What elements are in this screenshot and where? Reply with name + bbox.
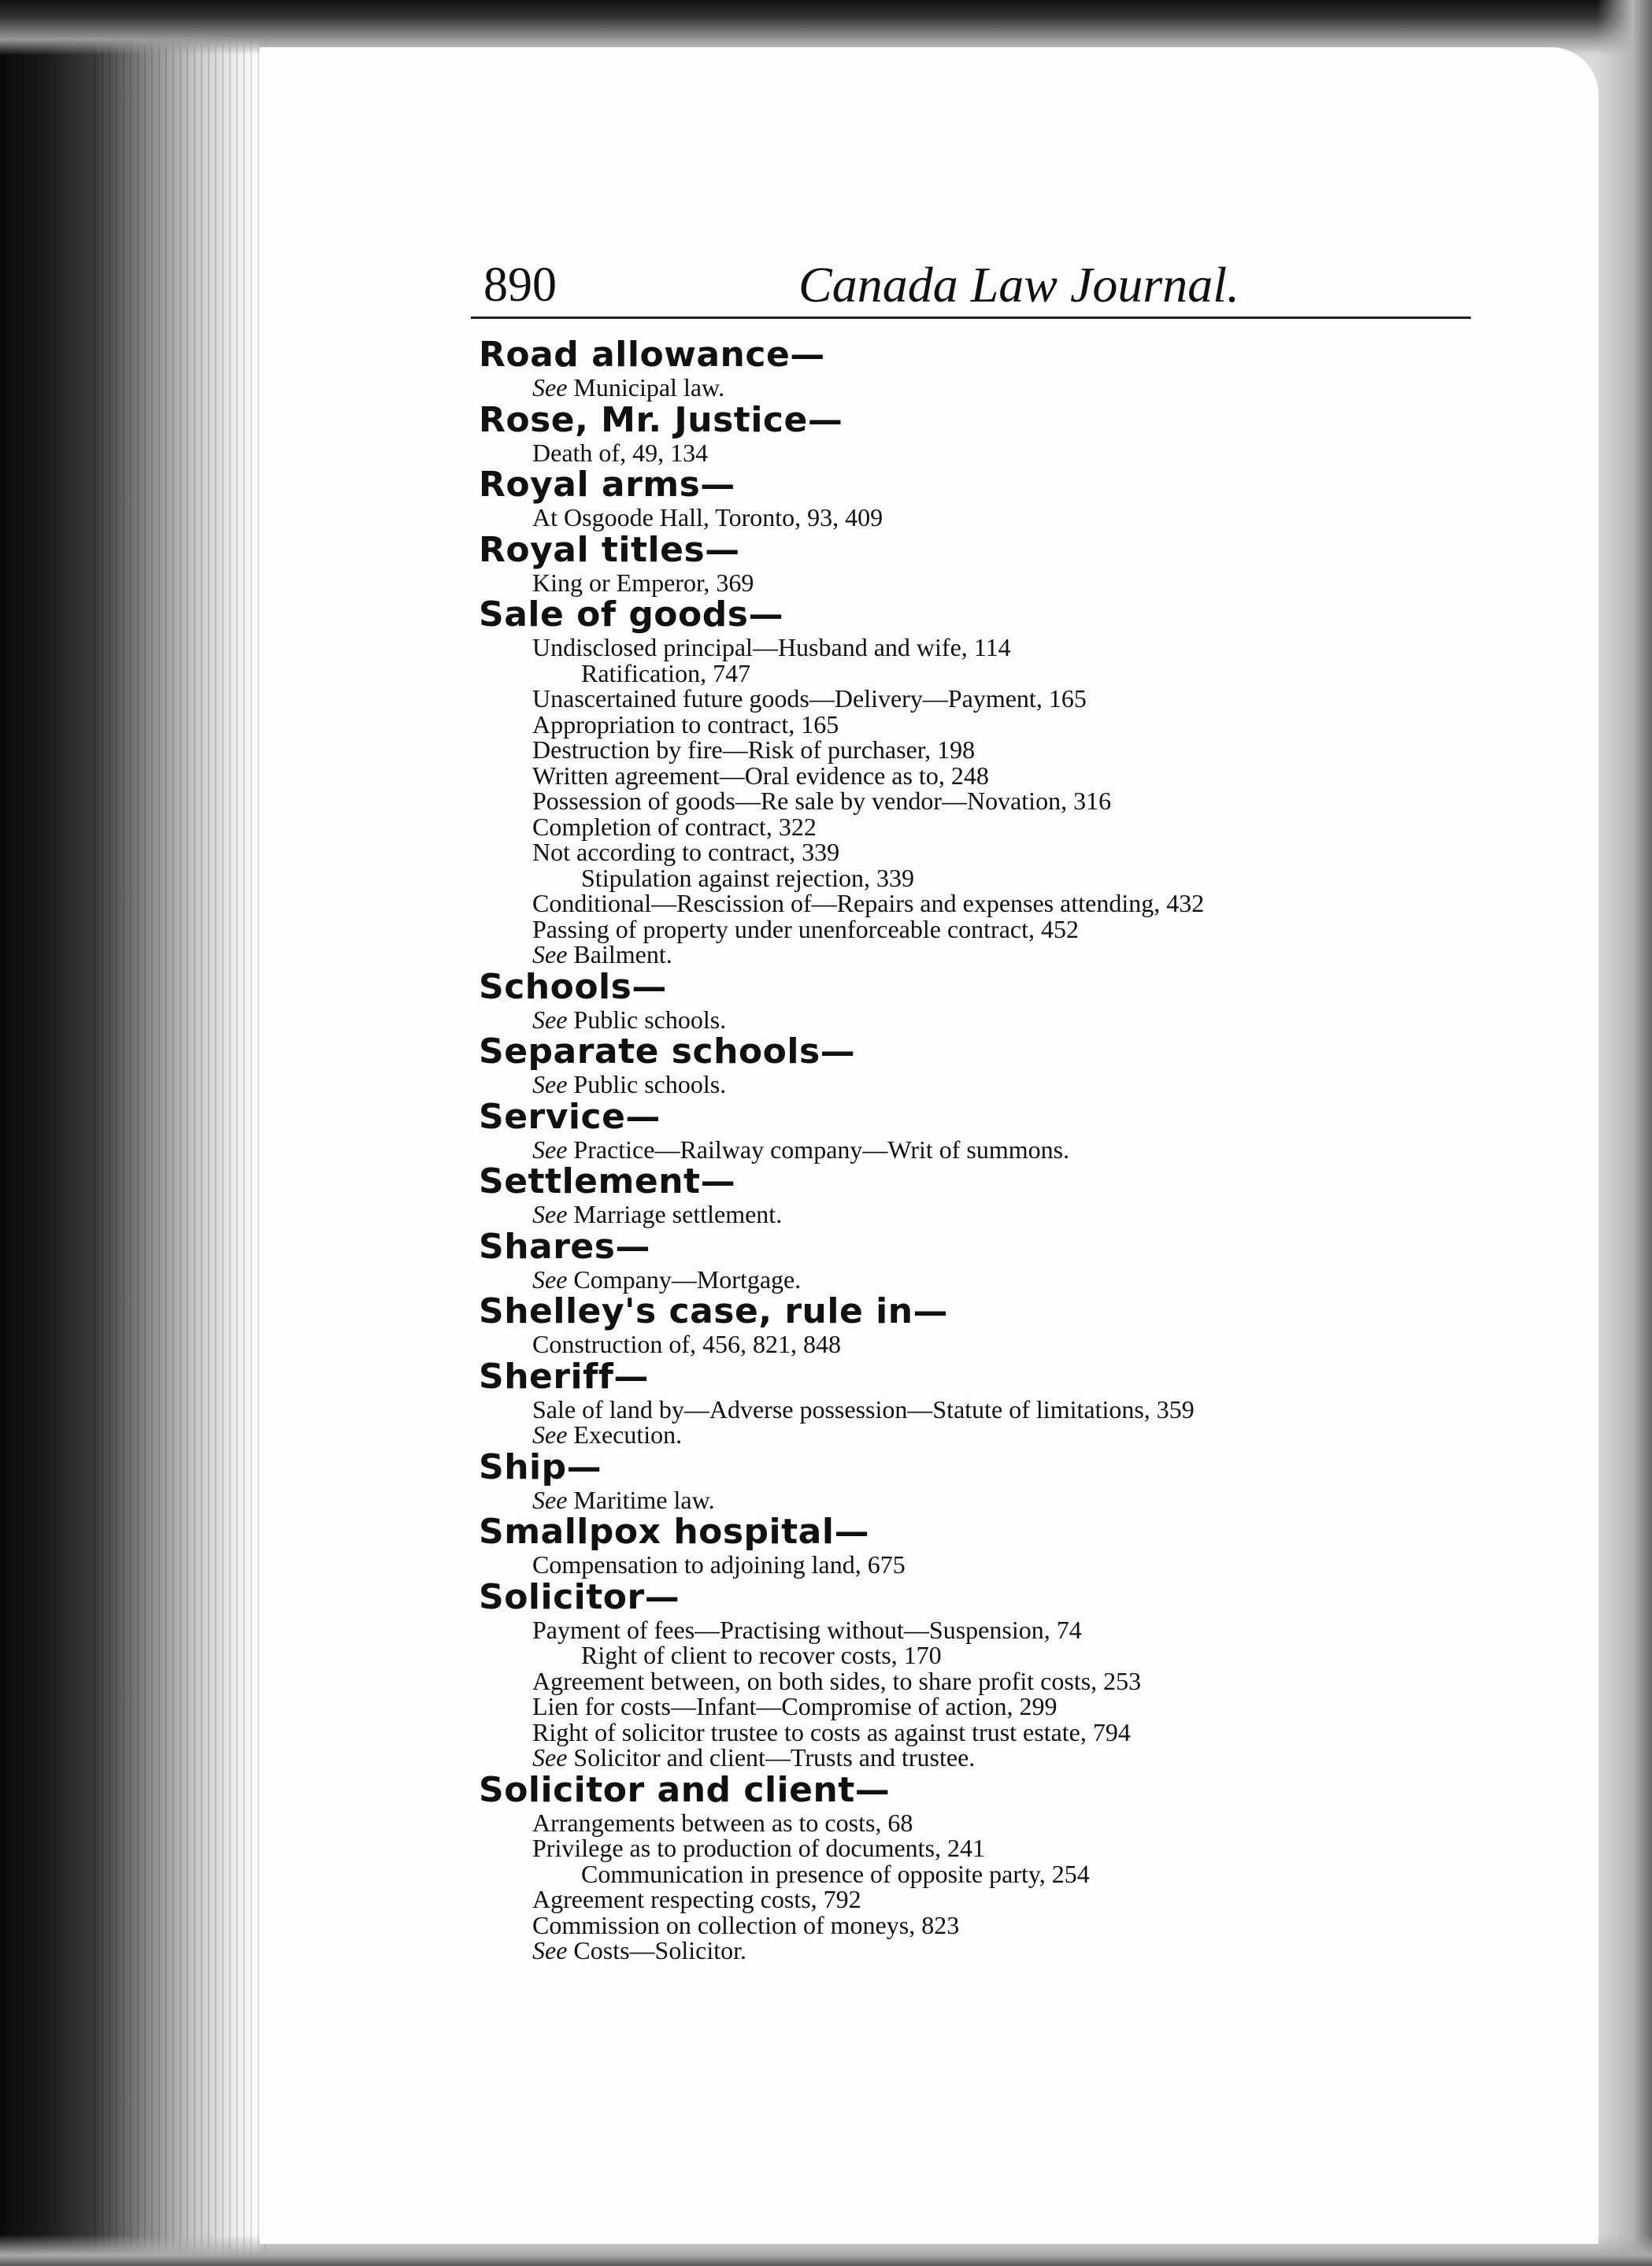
see-label: See: [532, 1070, 568, 1098]
subentry-text: Practice—Railway company—Writ of summons.: [573, 1135, 1070, 1164]
index-subentry: [479, 505, 1471, 531]
see-label: See: [532, 1264, 568, 1294]
subentry-text: Public schools.: [573, 1005, 727, 1034]
subentry-text: Marriage settlement.: [573, 1200, 783, 1228]
index-subentry: [479, 1717, 1471, 1746]
subentry-text: Destruction by fire—Risk of purchaser, 198: [532, 735, 976, 764]
index-subentry: [479, 890, 1471, 916]
index-heading: Schools—: [479, 966, 667, 1007]
see-label: See: [532, 1743, 568, 1772]
see-label: See: [532, 940, 568, 968]
index-heading: Rose, Mr. Justice—: [479, 399, 843, 440]
index-heading: Ship—: [479, 1446, 602, 1487]
index-entry: [479, 1032, 1471, 1098]
index-heading: Road allowance—: [479, 335, 825, 375]
index-subentry: [479, 635, 1471, 661]
index-heading: Solicitor and client—: [479, 1769, 891, 1810]
see-label: See: [532, 373, 568, 402]
index-entry: [479, 1771, 1471, 1964]
index-subentry: [479, 1861, 1471, 1887]
subentry-text: Maritime law.: [573, 1485, 715, 1514]
subentry-text: Public schools.: [573, 1070, 727, 1098]
cross-reference-line: [479, 1137, 1471, 1163]
index-subentry: [479, 1912, 1471, 1938]
index-subentry: [479, 1810, 1471, 1836]
subentry-text: Stipulation against rejection, 339: [581, 863, 915, 892]
index-subentry: [479, 1886, 1471, 1912]
index-subentry: [479, 1617, 1471, 1643]
index-subentry: [479, 1668, 1471, 1694]
index-subentry: [479, 1835, 1471, 1861]
subentry-text: Compensation to adjoining land, 675: [532, 1550, 906, 1579]
subentry-text: Sale of land by—Adverse possession—Statute of limitations, 359: [532, 1394, 1195, 1424]
index-entry: [479, 465, 1471, 531]
subentry-text: Unascertained future goods—Delivery—Payment, 165: [532, 684, 1087, 713]
index-heading: Service—: [479, 1096, 661, 1137]
cross-reference-line: [479, 1938, 1471, 1964]
cross-reference-line: [479, 1422, 1471, 1448]
index-entry: [479, 335, 1471, 401]
subentry-text: Costs—Solicitor.: [573, 1936, 746, 1964]
index-heading: Solicitor—: [479, 1576, 680, 1617]
index-column: [479, 335, 1471, 1964]
index-entry: [479, 1292, 1471, 1357]
subentry-text: Right of solicitor trustee to costs as against trust estate, 794: [532, 1717, 1131, 1746]
index-entry: [479, 595, 1471, 968]
index-heading: Royal arms—: [479, 465, 735, 505]
subentry-text: Bailment.: [573, 940, 672, 968]
cross-reference-line: [479, 942, 1471, 968]
index-entry: [479, 1227, 1471, 1293]
index-subentry: [479, 658, 1471, 687]
index-subentry: [479, 1694, 1471, 1720]
index-entry: [479, 1357, 1471, 1448]
subentry-text: Completion of contract, 322: [532, 812, 817, 841]
subentry-text: Privilege as to production of documents, 241: [532, 1834, 986, 1862]
index-entry: [479, 1513, 1471, 1578]
cross-reference-line: [479, 1745, 1471, 1771]
index-entry: [479, 401, 1471, 466]
index-entry: [479, 968, 1471, 1033]
subentry-text: Payment of fees—Practising without—Suspension, 74: [532, 1615, 1082, 1644]
subentry-text: Agreement between, on both sides, to share profit costs, 253: [532, 1666, 1142, 1695]
subentry-text: Not according to contract, 339: [532, 838, 840, 866]
subentry-text: Possession of goods—Re sale by vendor—Novation, 316: [532, 787, 1112, 815]
index-heading: Smallpox hospital—: [479, 1512, 869, 1552]
scan-right-edge: [1597, 0, 1652, 2266]
index-heading: Sheriff—: [479, 1356, 649, 1397]
see-label: See: [532, 1135, 568, 1164]
cross-reference-line: [479, 1201, 1471, 1227]
index-heading: Royal titles—: [479, 529, 740, 570]
see-label: See: [532, 1936, 568, 1964]
subentry-text: Commission on collection of moneys, 823: [532, 1910, 960, 1939]
index-entry: [479, 1098, 1471, 1163]
index-subentry: [479, 737, 1471, 763]
index-entry: [479, 1578, 1471, 1771]
subentry-text: Company—Mortgage.: [573, 1264, 802, 1294]
journal-title: Canada Law Journal.: [798, 257, 1240, 313]
index-subentry: [479, 865, 1471, 891]
subentry-text: Arrangements between as to costs, 68: [532, 1808, 913, 1837]
index-subentry: [479, 814, 1471, 840]
subentry-text: Lien for costs—Infant—Compromise of action, 299: [532, 1692, 1058, 1720]
index-entry: [479, 531, 1471, 596]
subentry-text: Written agreement—Oral evidence as to, 248: [532, 761, 989, 790]
subentry-text: Passing of property under unenforceable contract, 452: [532, 914, 1079, 943]
subentry-text: Municipal law.: [573, 373, 725, 402]
index-subentry: [479, 1552, 1471, 1578]
index-entry: [479, 1162, 1471, 1227]
index-subentry: [479, 1642, 1471, 1668]
index-subentry: [479, 916, 1471, 942]
index-heading: Settlement—: [479, 1161, 736, 1201]
subentry-text: Conditional—Rescission of—Repairs and expenses attending, 432: [532, 889, 1205, 917]
cross-reference-line: [479, 1264, 1471, 1294]
subentry-text: Agreement respecting costs, 792: [532, 1885, 861, 1913]
header-rule: [471, 317, 1471, 319]
see-label: See: [532, 1005, 568, 1034]
subentry-text: At Osgoode Hall, Toronto, 93, 409: [532, 503, 883, 531]
scan-binding-streaks: [94, 0, 268, 2266]
index-subentry: [479, 839, 1471, 865]
index-subentry: [479, 763, 1471, 789]
index-subentry: [479, 709, 1471, 739]
index-entry: [479, 1448, 1471, 1513]
subentry-text: Appropriation to contract, 165: [532, 709, 839, 739]
subentry-text: Execution.: [573, 1420, 683, 1449]
index-subentry: [479, 788, 1471, 814]
cross-reference-line: [479, 1072, 1471, 1098]
subentry-text: Solicitor and client—Trusts and trustee.: [573, 1743, 976, 1772]
subentry-text: Ratification, 747: [581, 658, 751, 687]
page-number: 890: [483, 258, 557, 312]
subentry-text: Undisclosed principal—Husband and wife, 114: [532, 633, 1011, 661]
index-subentry: [479, 686, 1471, 712]
subentry-text: Construction of, 456, 821, 848: [532, 1330, 841, 1358]
index-heading: Shares—: [479, 1226, 650, 1267]
see-label: See: [532, 1420, 568, 1449]
subentry-text: Death of, 49, 134: [532, 438, 709, 467]
index-heading: Shelley's case, rule in—: [479, 1291, 949, 1331]
index-subentry: [479, 1331, 1471, 1357]
running-head: [483, 254, 1468, 324]
subentry-text: King or Emperor, 369: [532, 568, 754, 597]
index-subentry: [479, 1394, 1471, 1424]
cross-reference-line: [479, 375, 1471, 401]
index-subentry: [479, 440, 1471, 466]
cross-reference-line: [479, 1007, 1471, 1033]
cross-reference-line: [479, 1487, 1471, 1513]
subentry-text: Communication in presence of opposite party, 254: [581, 1859, 1090, 1888]
index-heading: Sale of goods—: [479, 594, 783, 635]
subentry-text: Right of client to recover costs, 170: [581, 1641, 942, 1669]
index-subentry: [479, 570, 1471, 596]
see-label: See: [532, 1485, 568, 1514]
index-heading: Separate schools—: [479, 1031, 856, 1072]
see-label: See: [532, 1200, 568, 1228]
